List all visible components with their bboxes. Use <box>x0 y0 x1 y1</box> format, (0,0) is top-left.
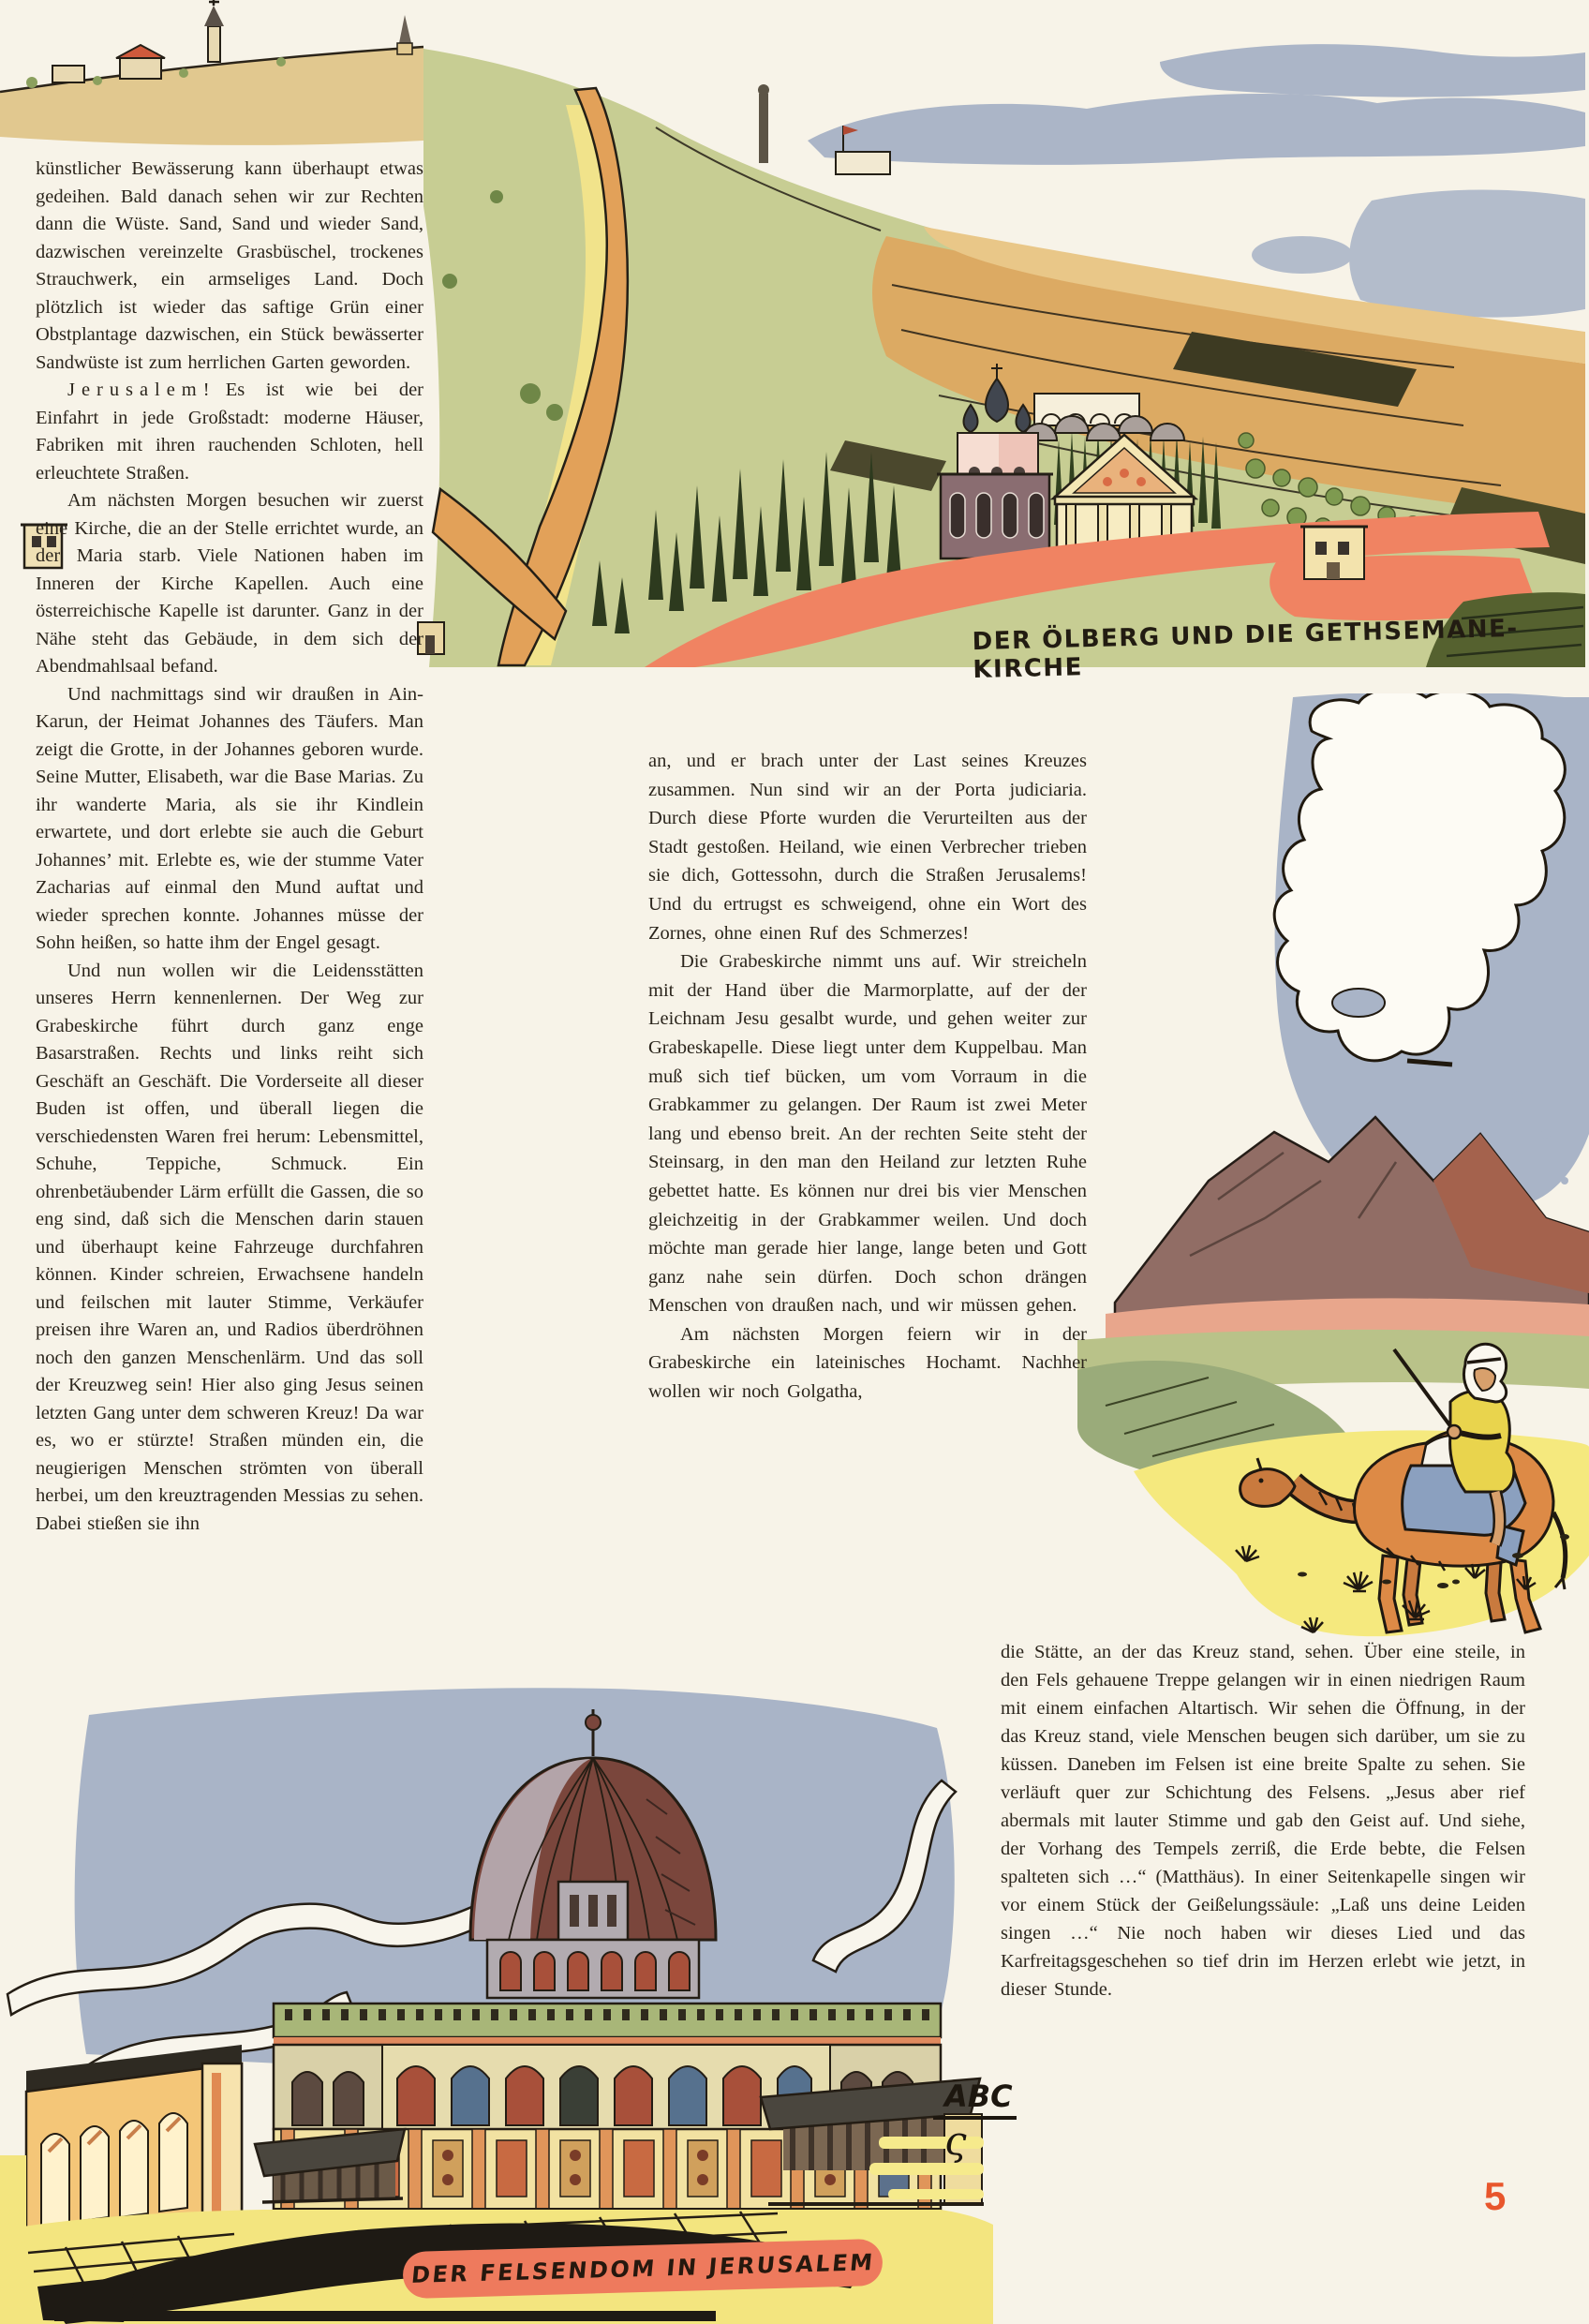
paragraph: Am nächsten Morgen besuchen wir zuerst eine Kirche, die an der Stelle errichtet wurde, an der Maria starb. Viele Nationen haben im Inneren der Kirche Kapellen. Auch eine österreichische Kapelle ist darunter. Ganz in der Nähe steht das Gebäude, in dem sich der Abendmahlsaal befand. <box>36 490 423 677</box>
paragraph: Und nun wollen wir die Leidensstätten unseres Herrn kennenlernen. Der Weg zur Grabeskirche führt durch ganz enge Basarstraßen. Rechts und links reiht sich Geschäft an Geschäft. Die Vorderseite all dieser Buden ist offen, und überall liegen die verschiedensten Waren frei herum: Lebensmittel, Schuhe, Teppiche, Schmuck. Ein ohrenbetäubender Lärm erfüllt die Gassen, die so eng sind, daß sich die Menschen darin stauen und überhaupt keine Fahrzeuge durchfahren können. Kinder schreien, Erwachsene handeln und feilschen mit lauter Stimme, Verkäufer preisen ihre Waren an, und Radios überdröhnen noch den ganzen Menschenlärm. Und das soll der Kreuzweg sein! Hier also ging Jesus seinen letzten Gang unter dem schweren Kreuz! Da war es, wo er stürzte! Straßen münden ein, die neugierigen Menschen strömten von überall herbei, um den kreuztragenden Messias zu sehen. Dabei stießen sie ihn <box>36 960 423 1534</box>
left-column <box>36 156 423 1538</box>
bottom-column <box>1001 1638 1525 2004</box>
signature-squiggle: ς <box>944 2118 967 2164</box>
minaret <box>758 84 769 163</box>
paragraph: die Stätte, an der das Kreuz stand, sehen. Über eine steile, in den Fels gehauene Treppe gelangen wir in einen niedrigen Raum mit einem einfachen Altartisch. Wir sehen die Öffnung, in der das Kreuz stand, viele Menschen beugen sich darüber, um sie zu küssen. Daneben im Felsen ist eine breite Spalte zu sehen. Sie verläuft quer zur Schichtung des Felsens. „Jesus aber rief abermals mit lauter Stimme und gab den Geist auf. Und siehe, der Vorhang des Tempels zerriß, die Erde bebte, die Felsen spalteten sich …“ (Matthäus). In einer Seitenkapelle singen wir vor einem Stück der Geißelungssäule: „Laß uns deine Leiden singen …“ Nie noch haben wir dieses Lied und das Karfreitagsgeschehen so tief drin im Herzen erlebt wie jetzt, in dieser Stunde. <box>1001 1642 1525 2000</box>
arched-building <box>937 474 1053 559</box>
paragraph: Am nächsten Morgen feiern wir in der Grabeskirche ein lateinisches Hochamt. Nachher wollen wir noch Golgatha, <box>648 1323 1087 1403</box>
right-column <box>648 747 1087 1407</box>
paragraph: Die Grabeskirche nimmt uns auf. Wir streicheln mit der Hand über die Marmorplatte, auf der der Leichnam Jesu gesalbt wurde, und gehen weiter zur Grabeskapelle. Diese liegt unter dem Kuppelbau. Man muß sich tief bücken, um vom Vorraum in die Grabkammer zu gelangen. Der Raum ist zwei Meter lang und ebenso breit. An der rechten Seite steht der Steinsarg, in den man den Heiland zur letzten Ruhe gebettet hatte. Es können nur drei bis vier Menschen gleichzeitig in der Grabkammer weilen. Und doch möchte man gerade hier lange, lange beten und Gott ganz nahe sein dürfen. Doch schon drängen Menschen von draußen nach, und wir müssen gehen. <box>648 951 1087 1317</box>
smoke-hole <box>1332 989 1385 1017</box>
small-house <box>1300 527 1368 579</box>
paragraph: Und nachmittags sind wir draußen in Ain-Karun, der Heimat Johannes des Täufers. Man zeigt die Grotte, in der Johannes geboren wurde. Seine Mutter, Elisabeth, war die Base Marias. Zu ihr wanderte Maria, als sie ihr Kindlein erwartete, und dort erlebte sie auch die Geburt Johannes’ mit. Erlebte es, wie der stumme Vater Zacharias auf einmal den Mund auftat und wieder sprechen konnte. Johannes müsse der Sohn heißen, so hatte ihm der Engel gesagt. <box>36 683 423 953</box>
paragraph-text: Es ist wie bei der Einfahrt in jede Großstadt: moderne Häuser, Fabriken mit ihren rauchenden Schloten, hell erleuchtete Straßen. <box>36 380 423 484</box>
artist-signature: ABC <box>933 2078 1017 2120</box>
paragraph: künstlicher Bewässerung kann überhaupt etwas gedeihen. Bald danach sehen wir zur Rechten dann die Wüste. Sand, Sand und wieder Sand, dazwischen vereinzelte Grasbüschel, trockenes Strauchwerk, ein armseliges Land. Doch plötzlich ist wieder das saftige Grün einer Obstplantage dazwischen, ein Stück bewässerter Sandwüste ist zum herrlichen Garten geworden. <box>36 158 423 373</box>
church-tower-with-cross <box>204 0 224 62</box>
jerusalem-spaced-word: Jerusalem! <box>67 380 216 400</box>
paragraph <box>36 377 423 487</box>
paragraph: an, und er brach unter der Last seines Kreuzes zusammen. Nun sind wir an der Porta judiciaria. Durch diese Pforte wurden die Verurteilten aus der Stadt gestoßen. Heiland, wie einen Verbrecher trieben sie dich, Gottessohn, durch die Straßen Jerusalems! Und du ertrugst es schweigend, ohne ein Wort des Zornes, ohne einen Ruf des Schmerzes! <box>648 751 1087 944</box>
page-number: 5 <box>1484 2174 1507 2218</box>
small-spire <box>397 15 412 54</box>
camel-illustration <box>1077 693 1589 1640</box>
felsendom-illustration <box>0 1631 993 2324</box>
caption-felsendom: DER FELSENDOM IN JERUSALEM <box>409 2249 876 2288</box>
caption-olberg: DER ÖLBERG UND DIE GETHSEMANE-KIRCHE <box>972 614 1519 685</box>
